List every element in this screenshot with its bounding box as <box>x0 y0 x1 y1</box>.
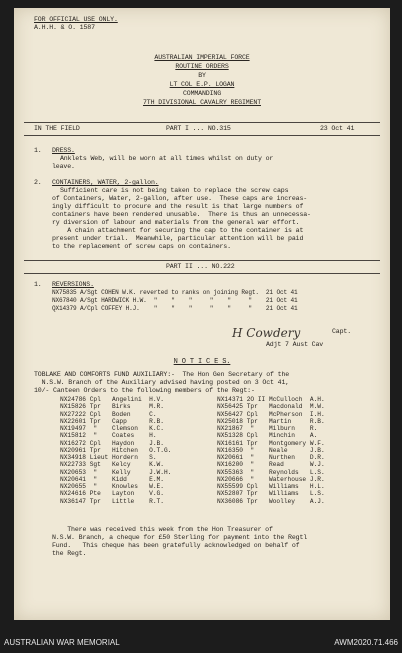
commander-role: COMMANDING <box>182 90 222 97</box>
reversion-row: NX75835 A/Sgt COHEN W.K. reverted to ranks on joining Regt. 21 Oct 41 <box>52 289 298 296</box>
item-text: leave. <box>52 163 75 170</box>
member-row: NX22733 Sgt Kelcy K.W. <box>60 461 164 469</box>
item-text: A chain attachment for securing the cap to the container is at <box>52 227 304 234</box>
force-title: AUSTRALIAN IMPERIAL FORCE <box>154 54 250 61</box>
item-text: of Containers, Water, 2-gallon, after use. These caps are increas- <box>52 195 308 202</box>
notice-closing: the Regt. <box>52 550 87 557</box>
divider <box>24 122 380 123</box>
item-text: Anklets Web, will be worn at all times whilst on duty or <box>60 155 274 162</box>
member-row: NX20641 " Kidd E.M. <box>60 475 164 483</box>
document-title: ROUTINE ORDERS <box>175 63 229 70</box>
member-row: NX16272 Cpl Haydon J.B. <box>60 439 164 447</box>
member-row: NX34918 Lieut Hordern S. <box>60 454 157 461</box>
item-number: 2. <box>34 179 42 186</box>
part2-label: PART II ... NO.222 <box>166 263 235 270</box>
document-page <box>14 8 390 620</box>
member-row: NX51328 Cpl Minchin A. <box>217 432 318 440</box>
member-row: NX16350 " Neale J.B. <box>217 446 325 454</box>
item-text: Sufficient care is not being taken to replace the screw caps <box>60 187 289 194</box>
member-row: NX36086 Tpr Woolley A.J. <box>217 497 325 505</box>
notices-heading: N O T I C E S. <box>173 358 231 366</box>
item-number: 1. <box>34 147 42 154</box>
reference-number: A.H.H. & O. 1587 <box>34 24 95 31</box>
restriction-label: FOR OFFICIAL USE ONLY. <box>34 16 118 23</box>
item-heading: CONTAINERS, WATER, 2-gallon. <box>52 179 159 186</box>
part1-date: 23 Oct 41 <box>320 125 355 132</box>
member-row: NX21867 " Milburn R. <box>217 425 318 432</box>
member-row: NX19497 " Clemson K.C. <box>60 425 164 432</box>
signature-title: Adjt 7 Aust Cav <box>266 341 324 348</box>
member-row: NX36147 Tpr Little R.T. <box>60 497 164 505</box>
member-row: NX56427 Cpl McPherson I.H. <box>217 410 325 418</box>
member-row: NX20961 Tpr Hitchen O.T.G. <box>60 446 172 454</box>
archive-footer <box>0 627 402 653</box>
member-row: NX24616 Pte Layton V.G. <box>60 490 164 498</box>
reversion-row: QX14379 A/Cpl COFFEY H.J. " " " " " " 21 Oct 41 <box>52 305 298 312</box>
item-number: 1. <box>34 281 42 288</box>
member-row: NX16200 " Read W.J. <box>217 461 325 469</box>
item-text: containers have been rendered unusable. There is thus an unnecessa- <box>52 211 311 218</box>
handwritten-signature: H Cowdery <box>232 326 301 340</box>
notice-closing: N.S.W. Branch, a cheque for £50 Sterling for payment into the Regtl <box>52 534 308 541</box>
member-row: NX20661 " Nurthen D.R. <box>217 454 325 461</box>
notice-intro: N.S.W. Branch of the Auxiliary advised having posted on 3 Oct 41, <box>34 379 290 386</box>
member-row: NX52807 Tpr Williams L.S. <box>217 490 325 498</box>
member-row: NX16161 Tpr Montgomery W.F. <box>217 439 325 447</box>
notice-closing: There was received this week from the Hon Treasurer of <box>52 526 273 533</box>
archive-name: AUSTRALIAN WAR MEMORIAL <box>4 638 120 647</box>
notice-closing: Fund. This cheque has been gratefully acknowledged on behalf of <box>52 542 300 549</box>
member-row: NX24786 Cpl Angelini H.V. <box>60 396 164 403</box>
member-row: NX55599 Cpl Williams H.L. <box>217 483 325 490</box>
item-text: ry diversion of labour and materials from the general war effort. <box>52 219 300 226</box>
item-heading: REVERSIONS. <box>52 281 94 288</box>
item-text: ingly difficult to procure and the result is that large numbers of <box>52 203 304 210</box>
item-text: to the replacement of screw caps on containers. <box>52 243 231 250</box>
member-row: NX27222 Cpl Boden C. <box>60 410 157 418</box>
part1-label: PART I ... NO.315 <box>166 125 231 132</box>
divider <box>24 135 380 136</box>
member-row: NX25018 Tpr Martin R.B. <box>217 417 325 425</box>
archive-id: AWM2020.71.466 <box>334 638 398 647</box>
member-row: NX22601 Tpr Capp R.B. <box>60 417 164 425</box>
commander-name: LT COL E.P. LOGAN <box>169 81 235 88</box>
by-line: BY <box>198 72 206 79</box>
member-row: NX15826 Tpr Birks M.R. <box>60 403 164 411</box>
item-text: present under trial. Meanwhile, particular attention will be paid <box>52 235 304 242</box>
member-row: NX55363 " Reynolds L.S. <box>217 468 325 476</box>
signature-rank: Capt. <box>332 328 352 335</box>
member-row: NX20653 " Kelly J.W.H. <box>60 468 172 476</box>
divider <box>24 260 380 261</box>
reversion-row: NX67840 A/Sgt HARDWICK H.W. " " " " " " 21 Oct 41 <box>52 297 298 304</box>
location: IN THE FIELD <box>34 125 80 132</box>
notice-intro: 10/- Canteen Orders to the following members of the Regt:- <box>34 387 255 394</box>
member-row: NX15812 " Coates H. <box>60 432 157 440</box>
member-row: NX20655 " Knowles W.E. <box>60 483 164 490</box>
member-row: NX14371 2O II McCulloch A.H. <box>217 396 325 403</box>
unit-name: 7TH DIVISIONAL CAVALRY REGIMENT <box>142 99 261 106</box>
divider <box>24 273 380 274</box>
member-row: NX20666 " Waterhouse J.R. <box>217 475 325 483</box>
notice-intro: TOBLAKE AND COMFORTS FUND AUXILIARY:- The Hon Gen Secretary of the <box>34 371 290 378</box>
item-heading: DRESS. <box>52 147 75 154</box>
member-row: NX56425 Tpr Macdonald M.W. <box>217 403 325 411</box>
